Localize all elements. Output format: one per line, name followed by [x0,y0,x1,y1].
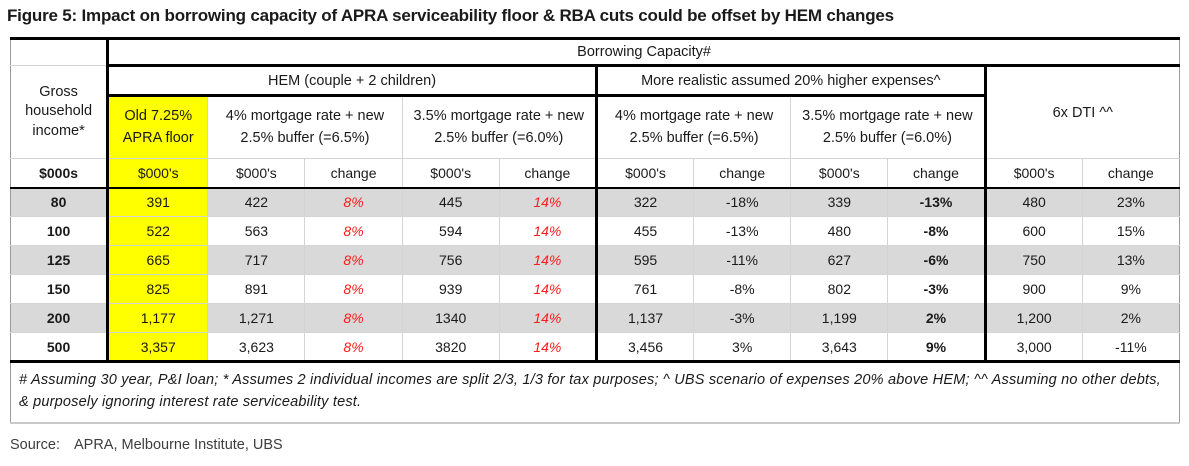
borrowing-capacity-header: Borrowing Capacity# [108,39,1180,66]
data-cell: -11% [1082,333,1179,362]
unit-cell: $000's [596,159,693,188]
data-cell: 1340 [402,304,499,333]
unit-cell: change [694,159,791,188]
data-cell: 627 [791,246,888,275]
source-line [10,437,1189,453]
data-cell: 480 [985,188,1082,217]
data-cell: 80 [11,188,108,217]
data-cell: 717 [208,246,305,275]
data-cell: 8% [305,188,402,217]
data-cell: -8% [888,217,985,246]
source-value: APRA, Melbourne Institute, UBS [73,436,283,453]
table-row [11,333,1180,362]
data-cell: 595 [596,246,693,275]
data-cell: 563 [208,217,305,246]
data-cell: 802 [791,275,888,304]
data-cell: 14% [499,275,596,304]
data-cell: 665 [108,246,208,275]
unit-cell: $000s [11,159,108,188]
data-cell: 455 [596,217,693,246]
data-cell: 939 [402,275,499,304]
data-cell: 3,623 [208,333,305,362]
data-cell: 391 [108,188,208,217]
data-cell: -6% [888,246,985,275]
data-cell: 125 [11,246,108,275]
data-cell: 9% [888,333,985,362]
data-cell: 14% [499,188,596,217]
data-cell: 100 [11,217,108,246]
unit-cell: change [1082,159,1179,188]
realistic-rate35-header: 3.5% mortgage rate + new 2.5% buffer (=6.0%) [791,96,985,159]
data-cell: 14% [499,333,596,362]
borrowing-capacity-table [10,37,1180,424]
unit-cell: change [888,159,985,188]
hem-rate35-header: 3.5% mortgage rate + new 2.5% buffer (=6.0%) [402,96,596,159]
data-cell: 2% [888,304,985,333]
source-label: Source: [10,436,60,453]
data-cell: 445 [402,188,499,217]
data-cell: -11% [694,246,791,275]
data-cell: 480 [791,217,888,246]
data-cell: 500 [11,333,108,362]
dti-group-header: 6x DTI ^^ [985,66,1179,159]
data-cell: 14% [499,246,596,275]
corner-cell [11,39,108,66]
data-cell: -3% [694,304,791,333]
data-cell: 891 [208,275,305,304]
data-cell: 13% [1082,246,1179,275]
data-cell: 3,357 [108,333,208,362]
data-cell: 522 [108,217,208,246]
data-cell: 756 [402,246,499,275]
unit-cell: $000's [208,159,305,188]
data-cell: 1,271 [208,304,305,333]
gross-income-header: Gross household income* [11,66,108,159]
data-cell: -3% [888,275,985,304]
data-cell: 14% [499,304,596,333]
unit-cell: $000's [402,159,499,188]
data-cell: -8% [694,275,791,304]
data-cell: 2% [1082,304,1179,333]
data-cell: 8% [305,304,402,333]
table-data-body [11,188,1180,362]
data-cell: 3,456 [596,333,693,362]
data-cell: 3% [694,333,791,362]
data-cell: 3,643 [791,333,888,362]
data-cell: 594 [402,217,499,246]
data-cell: 23% [1082,188,1179,217]
apra-floor-header: Old 7.25% APRA floor [108,96,208,159]
unit-cell: change [305,159,402,188]
data-cell: 8% [305,217,402,246]
table-row [11,188,1180,217]
data-cell: 339 [791,188,888,217]
unit-cell: change [499,159,596,188]
data-cell: 1,177 [108,304,208,333]
data-cell: 3,000 [985,333,1082,362]
unit-cell: $000's [985,159,1082,188]
data-cell: 15% [1082,217,1179,246]
data-cell: 14% [499,217,596,246]
hem-group-header: HEM (couple + 2 children) [108,66,597,96]
footnote-text: # Assuming 30 year, P&I loan; * Assumes 2 individual incomes are split 2/3, 1/3 for tax purposes; ^ UBS scenario of expenses 20% above HEM; ^^ Assuming no other debts, & purposely ignoring interest rate serviceability test. [11,362,1180,423]
data-cell: 3820 [402,333,499,362]
table-row-group-header [11,66,1180,96]
table-row-top-header [11,39,1180,66]
unit-cell: $000's [108,159,208,188]
table-row-footnote [11,362,1180,423]
realistic-rate4-header: 4% mortgage rate + new 2.5% buffer (=6.5%) [596,96,790,159]
data-cell: -13% [694,217,791,246]
table-row [11,275,1180,304]
table-row [11,246,1180,275]
data-cell: 8% [305,275,402,304]
table-row [11,304,1180,333]
data-cell: -18% [694,188,791,217]
data-cell: 1,200 [985,304,1082,333]
table-row [11,217,1180,246]
data-cell: 150 [11,275,108,304]
data-cell: 8% [305,246,402,275]
data-cell: 825 [108,275,208,304]
data-cell: -13% [888,188,985,217]
data-cell: 900 [985,275,1082,304]
realistic-group-header: More realistic assumed 20% higher expenses^ [596,66,985,96]
table-row-units [11,159,1180,188]
data-cell: 200 [11,304,108,333]
data-cell: 600 [985,217,1082,246]
data-cell: 761 [596,275,693,304]
hem-rate4-header: 4% mortgage rate + new 2.5% buffer (=6.5%) [208,96,402,159]
data-cell: 1,137 [596,304,693,333]
data-cell: 422 [208,188,305,217]
data-cell: 9% [1082,275,1179,304]
unit-cell: $000's [791,159,888,188]
figure-title: Figure 5: Impact on borrowing capacity of APRA serviceability floor & RBA cuts could be offset by HEM changes [7,6,894,25]
data-cell: 322 [596,188,693,217]
data-cell: 8% [305,333,402,362]
data-cell: 1,199 [791,304,888,333]
data-cell: 750 [985,246,1082,275]
